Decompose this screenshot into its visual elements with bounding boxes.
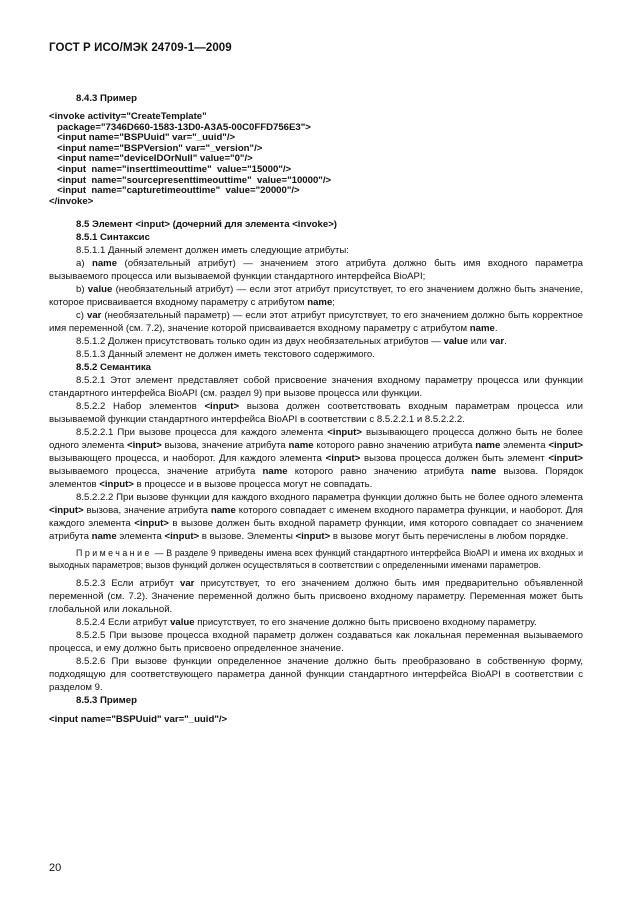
paragraph-8-5-2-2-2: 8.5.2.2.2 При вызове функции для каждого входного параметра функции должно быть не более одного элемента <input> вызова, значение атрибута name которого совпадает с именем входного параметра функции, и наоборот. Для каждого элемента <input> в вызове должен быть входной параметр функции, имя которого совпадает со значением атрибута name элемента <input> в вызове. Элементы <input> в вызове могут быть перечислены в любом порядке. — [49, 492, 583, 543]
note-label: Примечание — [76, 548, 152, 559]
list-item-a: a) name (обязательный атрибут) — значением этого атрибута должно быть имя входного параметра вызываемого процесса или вызываемой функции стандартного интерфейса BioAPI; — [49, 258, 583, 283]
paragraph-8-5-1-1: 8.5.1.1 Данный элемент должен иметь следующие атрибуты: — [76, 245, 349, 257]
section-heading-8-4-3: 8.4.3 Пример — [76, 93, 137, 104]
paragraph-8-5-2-6: 8.5.2.6 При вызове функции определенное значение должно быть преобразовано в собственную форму, подходящую для соответствующего параметра данной функции стандартного интерфейса BioAPI в соответствии с разделом 9. — [49, 655, 583, 693]
code-example-input: <input name="BSPUuid" var="_uuid"/> — [49, 713, 228, 725]
page-number: 20 — [49, 862, 62, 874]
list-item-b: b) value (необязательный атрибут) — если этот атрибут присутствует, то его значением должно быть значение, которое присваивается входному параметру с атрибутом name; — [49, 284, 583, 309]
paragraph-8-5-2-3: 8.5.2.3 Если атрибут var присутствует, то его значением должно быть имя предварительно объявленной переменной (см. 7.2). Значение переменной должно быть присвоено входному параметру. Переменная может быть глобальной или локальной. — [49, 577, 583, 615]
paragraph-8-5-2-2-1: 8.5.2.2.1 При вызове процесса для каждого элемента <input> вызывающего процесса должно быть не более одного элемента <input> вызова, значение атрибута name которого равно значению атрибута name элемента <input> вызывающего процесса, и наоборот. Для каждого элемента <input> вызова процесса должен быть элемент <input> вызываемого процесса, значение атрибута name которого равно значению атрибута name вызова. Порядок элементов <input> в процессе и в вызове процесса могут не совпадать. — [49, 427, 583, 491]
list-item-c: c) var (необязательный параметр) — если этот атрибут присутствует, то его значением должно быть корректное имя переменной (см. 7.2), значение которой присваивается входному параметру с атрибутом name. — [49, 310, 583, 335]
paragraph-8-5-2-1: 8.5.2.1 Этот элемент представляет собой присвоение значения входному параметру процесса или функции стандартного интерфейса BioAPI (см. раздел 9) при вызове процесса или функции. — [49, 375, 583, 400]
section-heading-8-5: 8.5 Элемент <input> (дочерний для элемента <invoke>) — [76, 219, 337, 231]
paragraph-8-5-2-2: 8.5.2.2 Набор элементов <input> вызова должен соответствовать входным параметрам процесса или вызываемой функции стандартного интерфейса BioAPI в соответствии с 8.5.2.2.1 и 8.5.2.2.2. — [49, 401, 583, 426]
subsection-heading-semantics: 8.5.2 Семантика — [76, 362, 151, 374]
paragraph-8-5-1-2: 8.5.1.2 Должен присутствовать только один из двух необязательных атрибутов — value или var. — [76, 336, 507, 348]
paragraph-8-5-2-4: 8.5.2.4 Если атрибут value присутствует, то его значение должно быть присвоено входному параметру. — [76, 616, 537, 628]
page-header: ГОСТ Р ИСО/МЭК 24709-1—2009 — [49, 42, 232, 54]
subsection-heading-syntax: 8.5.1 Синтаксис — [76, 232, 150, 244]
code-block-invoke: <invoke activity="CreateTemplate" package="7346D660-1583-13D0-A3A5-00C0FFD756E3"> <input name="BSPUuid" var="_uuid"/> <input name="BSPVersion" var="_version"/> <input name="deviceIDOrNull" value="0"/> <input name="inserttimeouttime" value="15000"/> <input name="sourcepresenttimeouttime" value="10000"/> <input name="capturetimeouttime" value="20000"/> </invoke> — [49, 111, 332, 207]
note-paragraph: Примечание — В разделе 9 приведены имена всех функций стандартного интерфейса BioAPI и имена их входных и выходных параметров; вызов функций должен осуществляться в соответствии с определенными именами параметров. — [49, 548, 583, 570]
paragraph-8-5-2-5: 8.5.2.5 При вызове процесса входной параметр должен создаваться как локальная переменная вызываемого процесса, и ему должно быть присвоено определенное значение. — [49, 629, 583, 654]
subsection-heading-example: 8.5.3 Пример — [76, 694, 137, 706]
paragraph-8-5-1-3: 8.5.1.3 Данный элемент не должен иметь текстового содержимого. — [76, 349, 375, 361]
document-body — [49, 92, 583, 725]
